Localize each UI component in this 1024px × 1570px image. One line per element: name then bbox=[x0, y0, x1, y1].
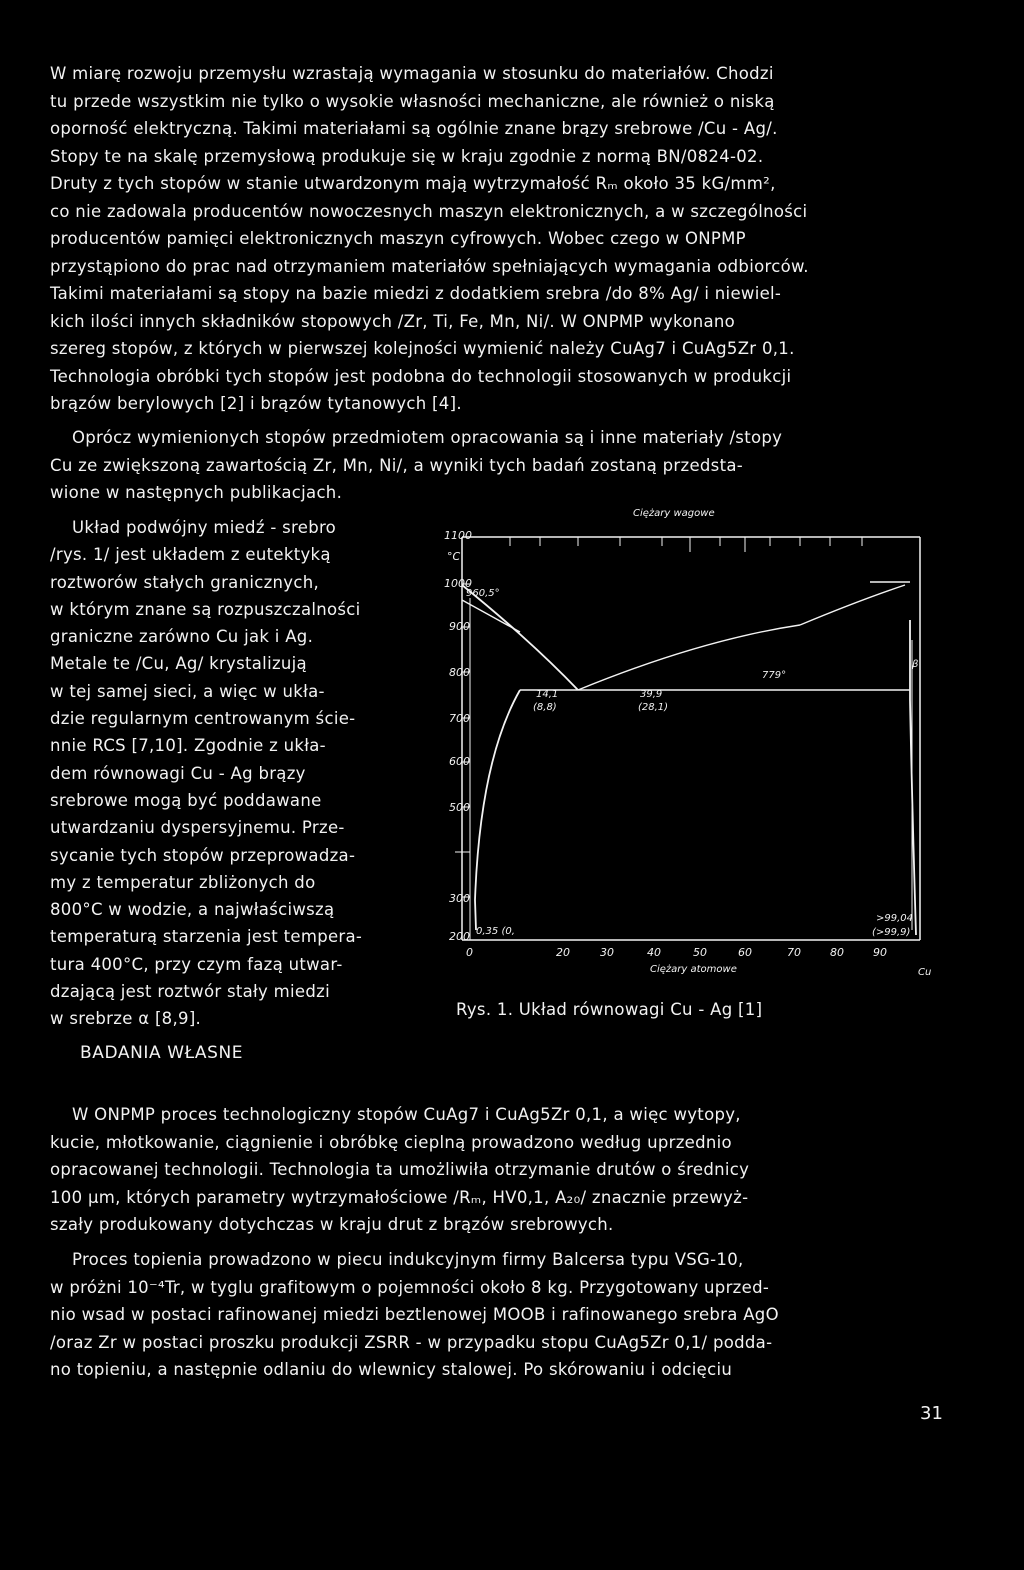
y-tick-700: 700 bbox=[449, 712, 470, 725]
text-line: roztworów stałych granicznych, bbox=[50, 572, 320, 592]
section-heading: BADANIA WŁASNE bbox=[80, 1043, 244, 1063]
text-line: oporność elektryczną. Takimi materiałami są ogólnie znane brązy srebrowe /Cu - Ag/. bbox=[50, 119, 778, 138]
text-line: my z temperatur zbliżonych do bbox=[50, 872, 316, 892]
x-tick-0: 0 bbox=[466, 946, 473, 959]
text-line: nnie RCS [7,10]. Zgodnie z ukła- bbox=[50, 736, 326, 756]
text-line: 800°C w wodzie, a najwłaściwszą bbox=[50, 900, 335, 920]
bottom-axis-title: Ciężary atomowe bbox=[650, 964, 737, 975]
text-line: Technologia obróbki tych stopów jest podobna do technologii stosowanych w produkcji bbox=[50, 366, 792, 386]
alpha-limit-at-label: (8,8) bbox=[533, 702, 557, 713]
text-line: wione w następnych publikacjach. bbox=[50, 483, 343, 502]
text-line: utwardzaniu dyspersyjnemu. Prze- bbox=[50, 818, 345, 838]
liquidus-line-right bbox=[578, 625, 800, 690]
low-solubility-label: 0,35 (0, bbox=[476, 926, 515, 937]
page-number: 31 bbox=[920, 1403, 943, 1424]
second-paragraph bbox=[50, 424, 782, 507]
x-tick-40: 40 bbox=[647, 946, 661, 959]
text-line: w srebrze α [8,9]. bbox=[50, 1009, 202, 1029]
beta-limit-wt-label: >99,04 bbox=[876, 913, 914, 924]
text-line: Proces topienia prowadzono w piecu indukcyjnym firmy Balcersa typu VSG-10, bbox=[72, 1250, 744, 1269]
x-tick-90: 90 bbox=[873, 946, 887, 959]
eutectic-wt-label: 39,9 bbox=[640, 689, 663, 700]
figure-caption: Rys. 1. Układ równowagi Cu - Ag [1] bbox=[456, 1000, 763, 1019]
y-tick-1000: 1000 bbox=[444, 577, 472, 590]
eutectic-temp-label: 779° bbox=[762, 670, 787, 681]
x-tick-80: 80 bbox=[830, 946, 844, 959]
text-line: Oprócz wymienionych stopów przedmiotem opracowania są i inne materiały /stopy bbox=[72, 428, 783, 447]
process-paragraph bbox=[50, 1101, 749, 1239]
text-line: Układ podwójny miedź - srebro bbox=[72, 518, 337, 537]
text-line: sycanie tych stopów przeprowadza- bbox=[50, 845, 356, 865]
text-line: w próżni 10⁻⁴Tr, w tyglu grafitowym o pojemności około 8 kg. Przygotowany uprzed- bbox=[50, 1277, 770, 1297]
alpha-solvus bbox=[475, 690, 520, 930]
x-tick-60: 60 bbox=[738, 946, 752, 959]
y-tick-500: 500 bbox=[449, 801, 470, 814]
text-line: srebrowe mogą być poddawane bbox=[50, 790, 322, 810]
left-ticks bbox=[455, 584, 470, 897]
text-line: opracowanej technologii. Technologia ta umożliwiła otrzymanie drutów o średnicy bbox=[50, 1160, 750, 1179]
y-tick-1100: 1100 bbox=[444, 529, 472, 542]
intro-paragraph bbox=[50, 60, 809, 418]
text-line: 100 µm, których parametry wytrzymałościowe /Rₘ, HV0,1, A₂₀/ znacznie przewyż- bbox=[50, 1187, 749, 1207]
x-tick-30: 30 bbox=[600, 946, 614, 959]
text-line: dzającą jest roztwór stały miedzi bbox=[50, 982, 330, 1002]
cu-axis-label: Cu bbox=[918, 967, 932, 978]
beta-phase-label: β bbox=[912, 659, 919, 670]
text-line: graniczne zarówno Cu jak i Ag. bbox=[50, 627, 314, 647]
cu-melting-label: 960,5° bbox=[466, 588, 500, 599]
liquidus-line-left bbox=[462, 585, 578, 690]
x-tick-70: 70 bbox=[787, 946, 801, 959]
y-tick-800: 800 bbox=[449, 666, 470, 679]
y-unit-label: °C bbox=[447, 550, 461, 563]
beta-limit-at-label: (>99,9) bbox=[872, 927, 911, 938]
text-line: no topieniu, a następnie odlaniu do wlewnicy stalowej. Po skórowaniu i odcięciu bbox=[50, 1360, 733, 1379]
top-axis-title: Ciężary wagowe bbox=[633, 508, 715, 519]
text-line: przystąpiono do prac nad otrzymaniem materiałów spełniających wymagania odbiorców. bbox=[50, 256, 809, 276]
y-tick-900: 900 bbox=[449, 620, 470, 633]
x-tick-50: 50 bbox=[693, 946, 707, 959]
text-line: temperaturą starzenia jest tempera- bbox=[50, 927, 363, 947]
beta-solvus bbox=[910, 620, 916, 935]
x-tick-20: 20 bbox=[556, 946, 570, 959]
text-line: /rys. 1/ jest układem z eutektyką bbox=[50, 545, 331, 565]
alpha-limit-wt-label: 14,1 bbox=[536, 689, 559, 700]
top-ticks bbox=[510, 537, 862, 552]
y-tick-600: 600 bbox=[449, 755, 470, 768]
text-line: w tej samej sieci, a więc w ukła- bbox=[50, 681, 325, 701]
text-line: brązów berylowych [2] i brązów tytanowych [4]. bbox=[50, 394, 462, 413]
text-line: co nie zadowala producentów nowoczesnych maszyn elektronicznych, a w szczególności bbox=[50, 201, 808, 221]
text-line: dem równowagi Cu - Ag brązy bbox=[50, 763, 306, 783]
text-line: producentów pamięci elektronicznych maszyn cyfrowych. Wobec czego w ONPMP bbox=[50, 229, 746, 248]
text-line: /oraz Zr w postaci proszku produkcji ZSRR - w przypadku stopu CuAg5Zr 0,1/ poddа- bbox=[50, 1332, 773, 1352]
melting-paragraph bbox=[50, 1246, 779, 1384]
text-line: tura 400°C, przy czym fazą utwar- bbox=[50, 954, 343, 974]
liquidus-to-cu bbox=[800, 585, 905, 625]
y-tick-200: 200 bbox=[449, 930, 470, 943]
text-line: w którym znane są rozpuszczalności bbox=[50, 599, 361, 619]
text-line: Druty z tych stopów w stanie utwardzonym mają wytrzymałość Rₘ około 35 kG/mm², bbox=[50, 174, 776, 193]
y-tick-300: 300 bbox=[449, 892, 470, 905]
text-line: Metale te /Cu, Ag/ krystalizują bbox=[50, 654, 307, 674]
phase-system-paragraph bbox=[50, 514, 362, 1033]
solidus-line-left bbox=[462, 600, 520, 632]
text-line: Takimi materiałami są stopy na bazie miedzi z dodatkiem srebra /do 8% Ag/ i niewiel- bbox=[50, 284, 782, 303]
text-line: szereg stopów, z których w pierwszej kolejności wymienić należy CuAg7 i CuAg5Zr 0,1. bbox=[50, 339, 795, 358]
text-line: kucie, młotkowanie, ciągnienie i obróbkę cieplną prowadzono według uprzednio bbox=[50, 1132, 732, 1152]
text-line: tu przede wszystkim nie tylko o wysokie własności mechaniczne, ale również o niską bbox=[50, 91, 775, 111]
text-line: Cu ze zwiększoną zawartością Zr, Mn, Ni/, a wyniki tych badań zostaną przedsta- bbox=[50, 455, 744, 475]
eutectic-at-label: (28,1) bbox=[638, 702, 669, 713]
text-line: nio wsad w postaci rafinowanej miedzi beztlenowej MOOB i rafinowanego srebra AgO bbox=[50, 1305, 779, 1324]
text-line: kich ilości innych składników stopowych /Zr, Ti, Fe, Mn, Ni/. W ONPMP wykonano bbox=[50, 311, 736, 331]
text-line: szały produkowany dotychczas w kraju drut z brązów srebrowych. bbox=[50, 1215, 614, 1234]
text-line: dzie regularnym centrowanym ście- bbox=[50, 709, 356, 729]
text-line: W miarę rozwoju przemysłu wzrastają wymagania w stosunku do materiałów. Chodzi bbox=[50, 64, 774, 83]
text-line: Stopy te na skalę przemysłową produkuje się w kraju zgodnie z normą BN/0824-02. bbox=[50, 146, 764, 166]
text-line: W ONPMP proces technologiczny stopów CuAg7 i CuAg5Zr 0,1, a więc wytopy, bbox=[72, 1105, 741, 1124]
